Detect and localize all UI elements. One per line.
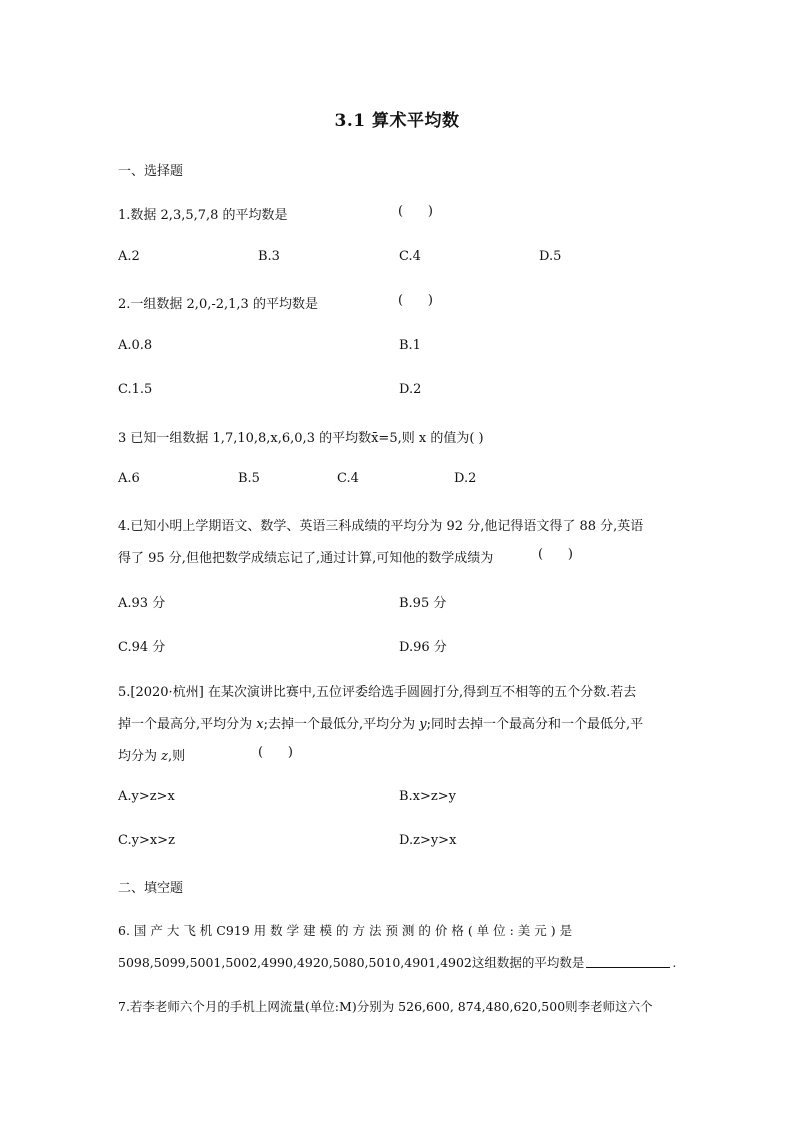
- question-4-option-b: B.95 分: [399, 596, 447, 611]
- question-2-option-d: D.2: [399, 382, 422, 397]
- question-5-text: ,则: [168, 749, 186, 764]
- section-heading-fill-in: 二、填空题: [118, 881, 184, 896]
- question-4-option-d: D.96 分: [399, 640, 447, 655]
- variable-z: z: [161, 749, 168, 764]
- variable-y: y: [419, 717, 427, 732]
- question-3-option-b: B.5: [238, 471, 260, 486]
- question-4-stem-line-1: 4.已知小明上学期语文、数学、英语三科成绩的平均分为 92 分,他记得语文得了 88 分,英语: [118, 519, 644, 534]
- question-1-option-a: A.2: [118, 249, 140, 264]
- question-6-text: 5098,5099,5001,5002,4990,4920,5080,5010,4901,4902这组数据的平均数是: [118, 955, 585, 970]
- question-4-option-c: C.94 分: [118, 640, 166, 655]
- question-4-stem-line-2: 得了 95 分,但他把数学成绩忘记了,通过计算,可知他的数学成绩为: [118, 551, 494, 566]
- question-2-option-b: B.1: [399, 338, 421, 353]
- question-5-option-c: C.y>x>z: [118, 833, 175, 848]
- question-5-answer-paren: ( ): [258, 745, 293, 760]
- question-5-text: 均分为: [118, 749, 162, 764]
- question-7-stem-line-1: 7.若李老师六个月的手机上网流量(单位:M)分别为 526,600, 874,480,620,500则李老师这六个: [118, 999, 653, 1014]
- question-2-option-c: C.1.5: [118, 382, 153, 397]
- question-2-option-a: A.0.8: [118, 338, 153, 353]
- question-1-answer-paren: ( ): [398, 204, 433, 219]
- question-2-answer-paren: ( ): [398, 293, 433, 308]
- question-5-stem-line-1: 5.[2020·杭州] 在某次演讲比赛中,五位评委给选手圆圆打分,得到互不相等的五个分数.若去: [118, 685, 637, 700]
- question-4-option-a: A.93 分: [118, 596, 166, 611]
- question-3-option-a: A.6: [118, 471, 140, 486]
- question-5-stem-line-2: [118, 713, 643, 732]
- question-3-stem: 3 已知一组数据 1,7,10,8,x,6,0,3 的平均数x̄=5,则 x 的值为( ): [118, 431, 484, 446]
- answer-blank[interactable]: [586, 967, 670, 968]
- question-5-text: 掉一个最高分,平均分为: [118, 717, 257, 732]
- question-6-end: .: [672, 955, 677, 970]
- question-5-text: ;同时去掉一个最高分和一个最低分,平: [426, 717, 644, 732]
- question-3-option-c: C.4: [337, 471, 359, 486]
- question-5-option-d: D.z>y>x: [399, 833, 457, 848]
- section-heading-choice: 一、选择题: [118, 164, 184, 179]
- question-5-option-b: B.x>z>y: [399, 789, 456, 804]
- question-1-option-b: B.3: [258, 249, 280, 264]
- question-6-stem-line-1: 6. 国 产 大 飞 机 C919 用 数 学 建 模 的 方 法 预 测 的 价 格 ( 单 位 : 美 元 ) 是: [118, 923, 573, 938]
- question-1-option-d: D.5: [539, 249, 562, 264]
- question-6-stem-line-2: [118, 953, 676, 971]
- question-4-answer-paren: ( ): [538, 547, 573, 562]
- question-2-stem: 2.一组数据 2,0,-2,1,3 的平均数是: [118, 297, 318, 312]
- question-5-stem-line-3: [118, 745, 185, 764]
- page-title: 3.1 算术平均数: [334, 111, 460, 131]
- question-5-text: ;去掉一个最低分,平均分为: [263, 717, 420, 732]
- question-3-option-d: D.2: [454, 471, 477, 486]
- question-5-option-a: A.y>z>x: [118, 789, 175, 804]
- question-1-stem: 1.数据 2,3,5,7,8 的平均数是: [118, 208, 288, 223]
- variable-x: x: [256, 717, 264, 732]
- question-1-option-c: C.4: [399, 249, 421, 264]
